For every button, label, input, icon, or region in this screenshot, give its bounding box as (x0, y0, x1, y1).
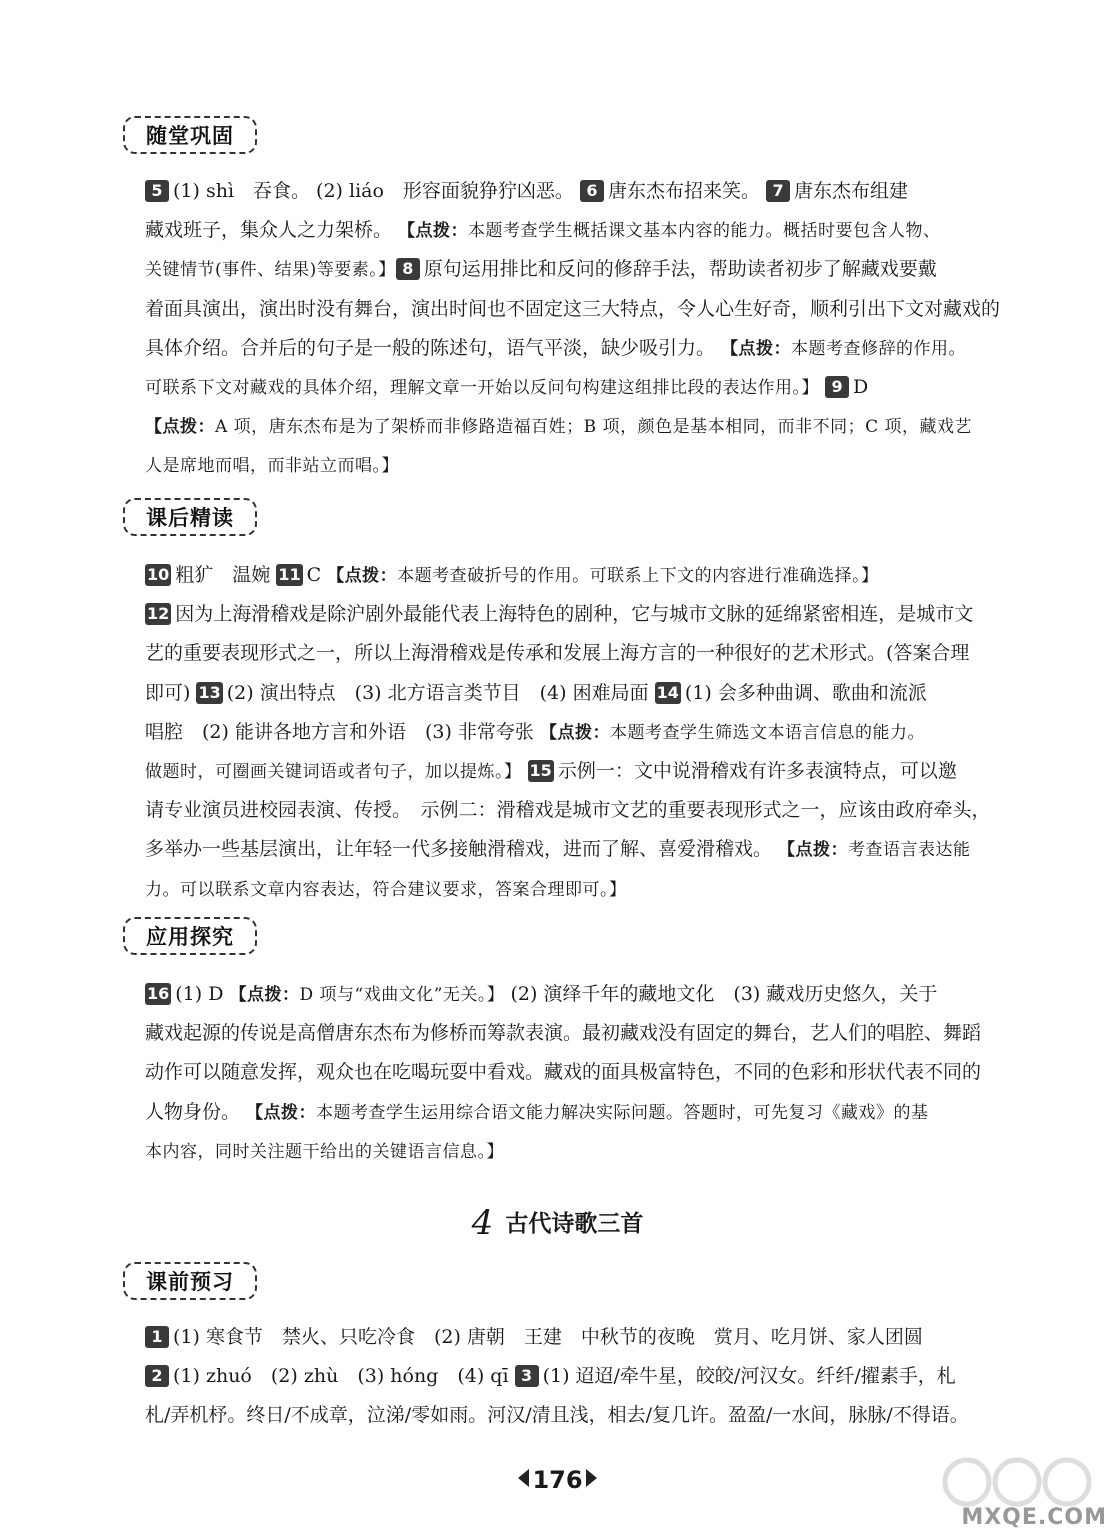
text-line: 12 因为上海滑稽戏是除沪剧外最能代表上海特色的剧种，它与城市文脉的延绵紧密相连，是城市文 (147, 603, 974, 626)
text-line: 可联系下文对藏戏的具体介绍，理解文章一开始以反问句构建这组排比段的表达作用。】 9 D (145, 375, 869, 398)
hint-text: 【点拨：本题考查修辞的作用。 (721, 338, 967, 359)
section-title: 课后精读 (123, 498, 257, 536)
hint-text: 可联系下文对藏戏的具体介绍，理解文章一开始以反问句构建这组排比段的表达作用。】 (145, 377, 819, 398)
text-line: 5 (1) shì 吞食。 (2) liáo 形容面貌狰狞凶恶。 6 唐东杰布招来笑。 7 唐东杰布组建 (145, 172, 1030, 211)
question-number-badge: 1 (145, 1326, 169, 1348)
text-line: 做题时，可圈画关键词语或者句子，加以提炼。】 15 示例一：文中说滑稽戏有许多表演特点，可以邀 (145, 759, 957, 782)
page-number: 176 (0, 1466, 1115, 1494)
question-number-badge: 7 (766, 180, 790, 202)
lesson-heading (0, 1203, 1115, 1243)
text-line: 艺的重要表现形式之一，所以上海滑稽戏是传承和发展上海方言的一种很好的艺术形式。(答案合理 (145, 642, 970, 665)
section-title: 课前预习 (123, 1262, 257, 1300)
section-title: 随堂巩固 (123, 116, 257, 154)
question-number-badge: 9 (825, 376, 849, 398)
right-arrow-icon (586, 1469, 597, 1487)
hint-text: 力。可以联系文章内容表达，符合建议要求，答案合理即可。】 (145, 879, 627, 900)
question-number-badge: 15 (529, 760, 552, 780)
section-body (145, 556, 1030, 909)
text-line: 即可) 13 (2) 演出特点 (3) 北方语言类节目 (4) 困难局面 14 (1) 会多种曲调、歌曲和流派 (145, 681, 927, 704)
text-line: 请专业演员进校园表演、传授。 示例二：滑稽戏是城市文艺的重要表现形式之一，应该由政府牵头， (145, 799, 991, 822)
lesson-title-text: 古代诗歌三首 (505, 1211, 644, 1237)
text-line: 唱腔 (2) 能讲各地方言和外语 (3) 非常夸张 【点拨：本题考查学生筛选文本语言信息的能力。 (145, 720, 925, 743)
question-number-badge: 8 (396, 258, 420, 280)
question-number-badge: 10 (147, 565, 170, 584)
question-number-badge: 11 (278, 565, 301, 584)
question-number-badge: 5 (145, 180, 169, 202)
text-line: 10 粗犷 温婉 11 C 【点拨：本题考查破折号的作用。可联系上下文的内容进行准确选择。】 (147, 564, 879, 586)
text-line: 多举办一些基层演出，让年轻一代多接触滑稽戏，进而了解、喜爱滑稽戏。 【点拨：考查语言表达能 (145, 838, 971, 861)
text-line: 藏戏起源的传说是高僧唐东杰布为修桥而筹款表演。最初藏戏没有固定的舞台，艺人们的唱腔、舞蹈 (145, 1022, 982, 1045)
text-line: 藏戏班子，集众人之力架桥。 【点拨：本题考查学生概括课文基本内容的能力。概括时要包含人物、 (145, 219, 941, 242)
question-number-badge: 13 (198, 682, 221, 702)
text-line (145, 1132, 1030, 1171)
question-number-badge: 3 (515, 1365, 539, 1387)
section-body (145, 975, 1030, 1171)
hint-text: 关键情节(事件、结果)等要素。】 (145, 260, 396, 281)
text-line (145, 446, 1030, 485)
text-line: 16 (1) D 【点拨：D 项与“戏曲文化”无关。】 (2) 演绎千年的藏地文化 (3) 藏戏历史悠久，关于 (147, 983, 938, 1005)
text-line: 1 (1) 寒食节 禁火、只吃冷食 (2) 唐朝 王建 中秋节的夜晚 赏月、吃月饼、家人团圆 (145, 1318, 1030, 1357)
text-line: 人物身份。 【点拨：本题考查学生运用综合语文能力解决实际问题。答题时，可先复习《藏戏》的基 (145, 1100, 929, 1123)
hint-text: 人是席地而唱，而非站立而唱。】 (145, 456, 399, 477)
hint-text: 【点拨：本题考查学生概括课文基本内容的能力。概括时要包含人物、 (398, 221, 941, 242)
hint-text: 【点拨：本题考查破折号的作用。可联系上下文的内容进行准确选择。】 (327, 566, 879, 586)
hint-text: 【点拨：考查语言表达能 (778, 840, 971, 861)
text-line: 札/弄机杼。终日/不成章，泣涕/零如雨。河汉/清且浅，相去/复几许。盈盈/一水间，脉脉/不得语。 (145, 1404, 969, 1427)
hint-text: 【点拨：A 项，唐东杰布是为了架桥而非修路造福百姓；B 项，颜色是基本相同，而非不同；C 项，藏戏艺 (145, 417, 972, 438)
question-number-badge: 16 (147, 984, 170, 1003)
watermark-text: MXQE.COM (961, 1505, 1107, 1530)
section-body (145, 172, 1030, 486)
text-line: 具体介绍。合并后的句子是一般的陈述句，语气平淡，缺少吸引力。 【点拨：本题考查修辞的作用。 (145, 336, 967, 359)
text-line: 着面具演出，演出时没有舞台，演出时间也不固定这三大特点，令人心生好奇，顺利引出下文对藏戏的 (145, 297, 1001, 320)
question-number-badge: 14 (656, 682, 679, 702)
hint-text: 本内容，同时关注题干给出的关键语言信息。】 (145, 1141, 504, 1162)
hint-text: 做题时，可圈画关键词语或者句子，加以提炼。】 (145, 761, 522, 782)
question-number-badge: 12 (147, 604, 170, 624)
text-line: 关键情节(事件、结果)等要素。】 8 原句运用排比和反问的修辞手法，帮助读者初步了解藏戏要戴 (145, 258, 937, 281)
text-line: 动作可以随意发挥，观众也在吃喝玩耍中看戏。藏戏的面具极富特色，不同的色彩和形状代表不同的 (145, 1061, 982, 1084)
question-number-badge: 2 (145, 1365, 169, 1387)
lesson-number: 4 (471, 1203, 494, 1243)
question-number-badge: 6 (580, 180, 604, 202)
hint-text: 【点拨：本题考查学生运用综合语文能力解决实际问题。答题时，可先复习《藏戏》的基 (246, 1102, 929, 1123)
section-title: 应用探究 (123, 917, 257, 955)
hint-text: 【点拨：本题考查学生筛选文本语言信息的能力。 (539, 722, 925, 743)
hint-text: 【点拨：D 项与“戏曲文化”无关。】 (229, 985, 505, 1005)
text-line (145, 407, 1030, 446)
text-line: 2 (1) zhuó (2) zhù (3) hóng (4) qī 3 (1) 迢迢/牵牛星，皎皎/河汉女。纤纤/擢素手，札 (145, 1357, 1030, 1396)
left-arrow-icon (518, 1469, 529, 1487)
section-body (145, 1318, 1030, 1436)
text-line (145, 870, 1030, 909)
